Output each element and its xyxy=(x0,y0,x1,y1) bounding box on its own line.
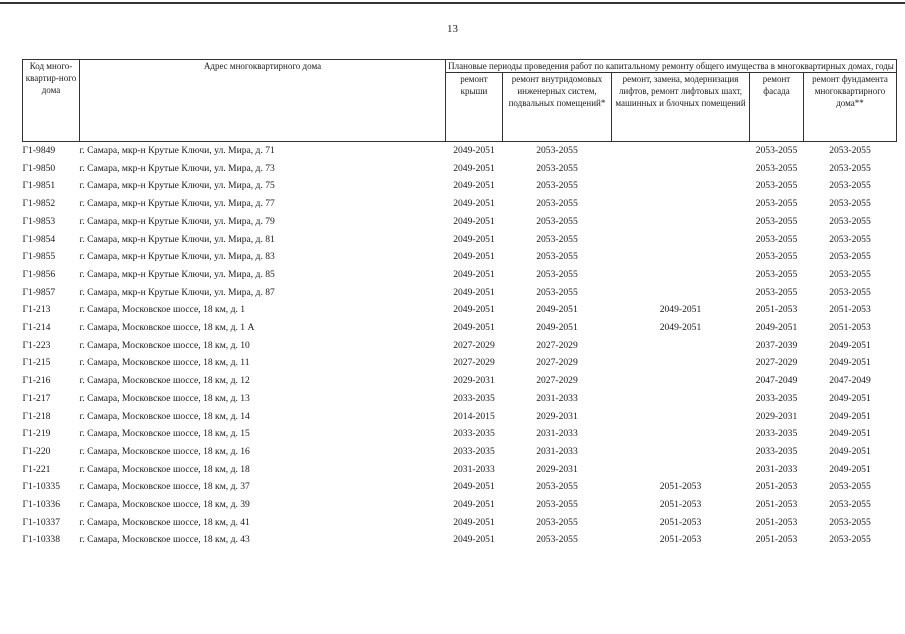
cell-code: Г1-9853 xyxy=(22,215,56,227)
cell-foundation: 2049-2051 xyxy=(829,410,871,422)
cell-address: г. Самара, Московское шоссе, 18 км, д. 12 xyxy=(79,375,250,387)
cell-code: Г1-218 xyxy=(22,410,51,422)
cell-foundation: 2049-2051 xyxy=(829,428,871,440)
cell-roof: 2049-2051 xyxy=(453,268,495,280)
cell-facade: 2051-2053 xyxy=(755,534,798,546)
cell-lifts xyxy=(612,231,750,249)
table-row xyxy=(23,531,897,549)
cell-code: Г1-9855 xyxy=(22,251,56,263)
cell-code: Г1-215 xyxy=(22,357,51,369)
cell-facade: 2033-2035 xyxy=(755,428,798,440)
cell-internal: 2053-2055 xyxy=(536,251,578,263)
cell-lifts xyxy=(612,284,750,302)
cell-lifts xyxy=(612,390,750,408)
header-address: Адрес многоквартирного дома xyxy=(80,60,446,142)
cell-facade: 2053-2055 xyxy=(755,215,798,227)
cell-code: Г1-221 xyxy=(22,463,51,475)
cell-internal: 2031-2033 xyxy=(536,392,578,404)
cell-facade: 2047-2049 xyxy=(755,375,798,387)
cell-lifts xyxy=(612,160,750,178)
cell-lifts xyxy=(612,195,750,213)
table-row xyxy=(23,354,897,372)
cell-facade: 2027-2029 xyxy=(755,357,798,369)
cell-lifts xyxy=(612,461,750,479)
cell-internal: 2053-2055 xyxy=(536,233,578,245)
cell-facade: 2051-2053 xyxy=(755,499,798,511)
cell-facade: 2051-2053 xyxy=(755,481,798,493)
table-row xyxy=(23,301,897,319)
cell-lifts xyxy=(612,177,750,195)
page-number: 13 xyxy=(447,23,458,35)
cell-roof: 2049-2051 xyxy=(453,180,495,192)
cell-address: г. Самара, Московское шоссе, 18 км, д. 14 xyxy=(79,410,250,422)
cell-foundation: 2053-2055 xyxy=(829,268,871,280)
cell-roof: 2049-2051 xyxy=(453,198,495,210)
cell-internal: 2053-2055 xyxy=(536,268,578,280)
header-foundation: ремонт фундамента многоквартирного дома** xyxy=(804,73,897,142)
cell-foundation: 2053-2055 xyxy=(829,286,871,298)
cell-facade: 2053-2055 xyxy=(755,145,798,156)
cell-roof: 2049-2051 xyxy=(453,286,495,298)
cell-code: Г1-10338 xyxy=(22,534,61,546)
cell-internal: 2053-2055 xyxy=(536,198,578,210)
cell-roof: 2027-2029 xyxy=(453,339,495,351)
header-lifts: ремонт, замена, модернизация лифтов, ремонт лифтовых шахт, машинных и блочных помещений xyxy=(612,73,750,142)
cell-lifts: 2051-2053 xyxy=(659,516,702,528)
cell-roof: 2049-2051 xyxy=(453,481,495,493)
header-periods: Плановые периоды проведения работ по капитальному ремонту общего имущества в многоквартирных домах, годы xyxy=(446,60,897,73)
table-row xyxy=(23,319,897,337)
cell-foundation: 2049-2051 xyxy=(829,339,871,351)
table-row xyxy=(23,514,897,532)
cell-facade: 2051-2053 xyxy=(755,304,798,316)
table-row xyxy=(23,266,897,284)
cell-address: г. Самара, Московское шоссе, 18 км, д. 1 xyxy=(79,304,246,316)
cell-roof: 2049-2051 xyxy=(453,145,495,156)
cell-internal: 2027-2029 xyxy=(536,339,578,351)
cell-code: Г1-216 xyxy=(22,375,51,387)
cell-roof: 2033-2035 xyxy=(453,392,495,404)
cell-address: г. Самара, мкр-н Крутые Ключи, ул. Мира, д. 81 xyxy=(79,233,275,245)
cell-facade: 2033-2035 xyxy=(755,445,798,457)
cell-address: г. Самара, мкр-н Крутые Ключи, ул. Мира, д. 73 xyxy=(79,162,275,174)
table-row xyxy=(23,496,897,514)
table-row xyxy=(23,461,897,479)
cell-address: г. Самара, Московское шоссе, 18 км, д. 18 xyxy=(79,463,250,475)
cell-code: Г1-9851 xyxy=(22,180,56,192)
cell-lifts xyxy=(612,425,750,443)
header-facade: ремонт фасада xyxy=(750,73,804,142)
cell-address: г. Самара, мкр-н Крутые Ключи, ул. Мира, д. 85 xyxy=(79,268,275,280)
cell-code: Г1-9854 xyxy=(22,233,56,245)
table-row xyxy=(23,160,897,178)
cell-internal: 2053-2055 xyxy=(536,215,578,227)
cell-roof: 2049-2051 xyxy=(453,215,495,227)
cell-lifts xyxy=(612,372,750,390)
cell-internal: 2027-2029 xyxy=(536,357,578,369)
cell-roof: 2049-2051 xyxy=(453,304,495,316)
cell-lifts: 2049-2051 xyxy=(659,322,702,334)
cell-address: г. Самара, Московское шоссе, 18 км, д. 39 xyxy=(79,499,250,511)
cell-facade: 2053-2055 xyxy=(755,162,798,174)
cell-facade: 2053-2055 xyxy=(755,251,798,263)
cell-roof: 2049-2051 xyxy=(453,322,495,334)
table-row xyxy=(23,337,897,355)
cell-internal: 2053-2055 xyxy=(536,162,578,174)
cell-foundation: 2053-2055 xyxy=(829,162,871,174)
cell-roof: 2029-2031 xyxy=(453,375,495,387)
cell-address: г. Самара, мкр-н Крутые Ключи, ул. Мира, д. 75 xyxy=(79,180,275,192)
cell-address: г. Самара, Московское шоссе, 18 км, д. 10 xyxy=(79,339,250,351)
cell-facade: 2053-2055 xyxy=(755,286,798,298)
cell-foundation: 2049-2051 xyxy=(829,392,871,404)
cell-lifts xyxy=(612,248,750,266)
table-body xyxy=(23,142,897,550)
cell-lifts xyxy=(612,142,750,160)
cell-address: г. Самара, Московское шоссе, 18 км, д. 37 xyxy=(79,481,250,493)
cell-facade: 2029-2031 xyxy=(755,410,798,422)
cell-foundation: 2053-2055 xyxy=(829,145,871,156)
cell-address: г. Самара, Московское шоссе, 18 км, д. 1 А xyxy=(79,322,255,334)
cell-roof: 2049-2051 xyxy=(453,499,495,511)
cell-internal: 2029-2031 xyxy=(536,463,578,475)
table-row xyxy=(23,478,897,496)
repair-schedule-table xyxy=(22,59,897,549)
cell-code: Г1-214 xyxy=(22,322,51,334)
table-row xyxy=(23,372,897,390)
cell-foundation: 2053-2055 xyxy=(829,251,871,263)
cell-code: Г1-10336 xyxy=(22,499,61,511)
cell-address: г. Самара, Московское шоссе, 18 км, д. 41 xyxy=(79,516,250,528)
cell-roof: 2027-2029 xyxy=(453,357,495,369)
cell-internal: 2031-2033 xyxy=(536,445,578,457)
cell-facade: 2037-2039 xyxy=(755,339,798,351)
cell-foundation: 2049-2051 xyxy=(829,357,871,369)
cell-lifts xyxy=(612,443,750,461)
cell-roof: 2049-2051 xyxy=(453,534,495,546)
cell-lifts: 2051-2053 xyxy=(659,534,702,546)
cell-foundation: 2053-2055 xyxy=(829,499,871,511)
cell-foundation: 2053-2055 xyxy=(829,180,871,192)
table-row xyxy=(23,425,897,443)
cell-address: г. Самара, мкр-н Крутые Ключи, ул. Мира, д. 87 xyxy=(79,286,275,298)
cell-code: Г1-9852 xyxy=(22,198,56,210)
cell-internal: 2053-2055 xyxy=(536,180,578,192)
cell-roof: 2014-2015 xyxy=(453,410,495,422)
cell-facade: 2049-2051 xyxy=(755,322,798,334)
top-rule xyxy=(0,2,905,4)
cell-code: Г1-219 xyxy=(22,428,51,440)
table-row xyxy=(23,390,897,408)
cell-internal: 2053-2055 xyxy=(536,286,578,298)
cell-code: Г1-9849 xyxy=(22,145,56,156)
cell-code: Г1-10335 xyxy=(22,481,61,493)
table-row xyxy=(23,195,897,213)
cell-foundation: 2047-2049 xyxy=(829,375,871,387)
cell-foundation: 2053-2055 xyxy=(829,215,871,227)
cell-lifts: 2051-2053 xyxy=(659,481,702,493)
table-row xyxy=(23,408,897,426)
cell-address: г. Самара, Московское шоссе, 18 км, д. 16 xyxy=(79,445,250,457)
cell-code: Г1-9856 xyxy=(22,268,56,280)
cell-foundation: 2053-2055 xyxy=(829,481,871,493)
header-code: Код много-квартир-ного дома xyxy=(23,60,80,142)
cell-code: Г1-213 xyxy=(22,304,51,316)
cell-internal: 2053-2055 xyxy=(536,534,578,546)
cell-roof: 2033-2035 xyxy=(453,445,495,457)
table-row xyxy=(23,284,897,302)
cell-roof: 2049-2051 xyxy=(453,516,495,528)
cell-foundation: 2049-2051 xyxy=(829,463,871,475)
cell-internal: 2029-2031 xyxy=(536,410,578,422)
cell-foundation: 2049-2051 xyxy=(829,445,871,457)
cell-address: г. Самара, мкр-н Крутые Ключи, ул. Мира, д. 71 xyxy=(79,145,275,156)
cell-roof: 2049-2051 xyxy=(453,233,495,245)
cell-internal: 2027-2029 xyxy=(536,375,578,387)
cell-lifts xyxy=(612,266,750,284)
cell-internal: 2049-2051 xyxy=(536,304,578,316)
cell-facade: 2051-2053 xyxy=(755,516,798,528)
cell-address: г. Самара, Московское шоссе, 18 км, д. 11 xyxy=(79,357,250,369)
cell-facade: 2053-2055 xyxy=(755,268,798,280)
cell-facade: 2053-2055 xyxy=(755,180,798,192)
cell-internal: 2053-2055 xyxy=(536,145,578,156)
cell-internal: 2053-2055 xyxy=(536,516,578,528)
cell-address: г. Самара, Московское шоссе, 18 км, д. 15 xyxy=(79,428,250,440)
cell-lifts: 2051-2053 xyxy=(659,499,702,511)
cell-code: Г1-217 xyxy=(22,392,51,404)
header-roof: ремонт крыши xyxy=(446,73,503,142)
table-row xyxy=(23,142,897,160)
table-row xyxy=(23,443,897,461)
cell-facade: 2031-2033 xyxy=(755,463,798,475)
cell-address: г. Самара, мкр-н Крутые Ключи, ул. Мира, д. 79 xyxy=(79,215,275,227)
cell-internal: 2053-2055 xyxy=(536,481,578,493)
cell-lifts xyxy=(612,213,750,231)
table-row xyxy=(23,213,897,231)
cell-address: г. Самара, Московское шоссе, 18 км, д. 43 xyxy=(79,534,250,546)
cell-internal: 2031-2033 xyxy=(536,428,578,440)
cell-code: Г1-10337 xyxy=(22,516,61,528)
cell-foundation: 2053-2055 xyxy=(829,233,871,245)
table-row xyxy=(23,248,897,266)
cell-lifts xyxy=(612,408,750,426)
cell-roof: 2049-2051 xyxy=(453,162,495,174)
cell-address: г. Самара, мкр-н Крутые Ключи, ул. Мира, д. 77 xyxy=(79,198,275,210)
cell-code: Г1-9850 xyxy=(22,162,56,174)
cell-code: Г1-9857 xyxy=(22,286,56,298)
header-row-1 xyxy=(23,60,897,73)
table-row xyxy=(23,231,897,249)
cell-foundation: 2053-2055 xyxy=(829,198,871,210)
cell-facade: 2053-2055 xyxy=(755,233,798,245)
cell-lifts xyxy=(612,354,750,372)
cell-code: Г1-220 xyxy=(22,445,51,457)
cell-foundation: 2053-2055 xyxy=(829,516,871,528)
cell-foundation: 2051-2053 xyxy=(829,322,871,334)
cell-roof: 2033-2035 xyxy=(453,428,495,440)
cell-foundation: 2051-2053 xyxy=(829,304,871,316)
cell-address: г. Самара, мкр-н Крутые Ключи, ул. Мира, д. 83 xyxy=(79,251,275,263)
cell-address: г. Самара, Московское шоссе, 18 км, д. 13 xyxy=(79,392,250,404)
cell-lifts xyxy=(612,337,750,355)
table-row xyxy=(23,177,897,195)
cell-lifts: 2049-2051 xyxy=(659,304,702,316)
cell-facade: 2033-2035 xyxy=(755,392,798,404)
cell-internal: 2049-2051 xyxy=(536,322,578,334)
cell-internal: 2053-2055 xyxy=(536,499,578,511)
cell-code: Г1-223 xyxy=(22,339,51,351)
header-internal: ремонт внутридомовых инженерных систем, подвальных помещений* xyxy=(503,73,612,142)
cell-roof: 2049-2051 xyxy=(453,251,495,263)
cell-foundation: 2053-2055 xyxy=(829,534,871,546)
cell-roof: 2031-2033 xyxy=(453,463,495,475)
cell-facade: 2053-2055 xyxy=(755,198,798,210)
